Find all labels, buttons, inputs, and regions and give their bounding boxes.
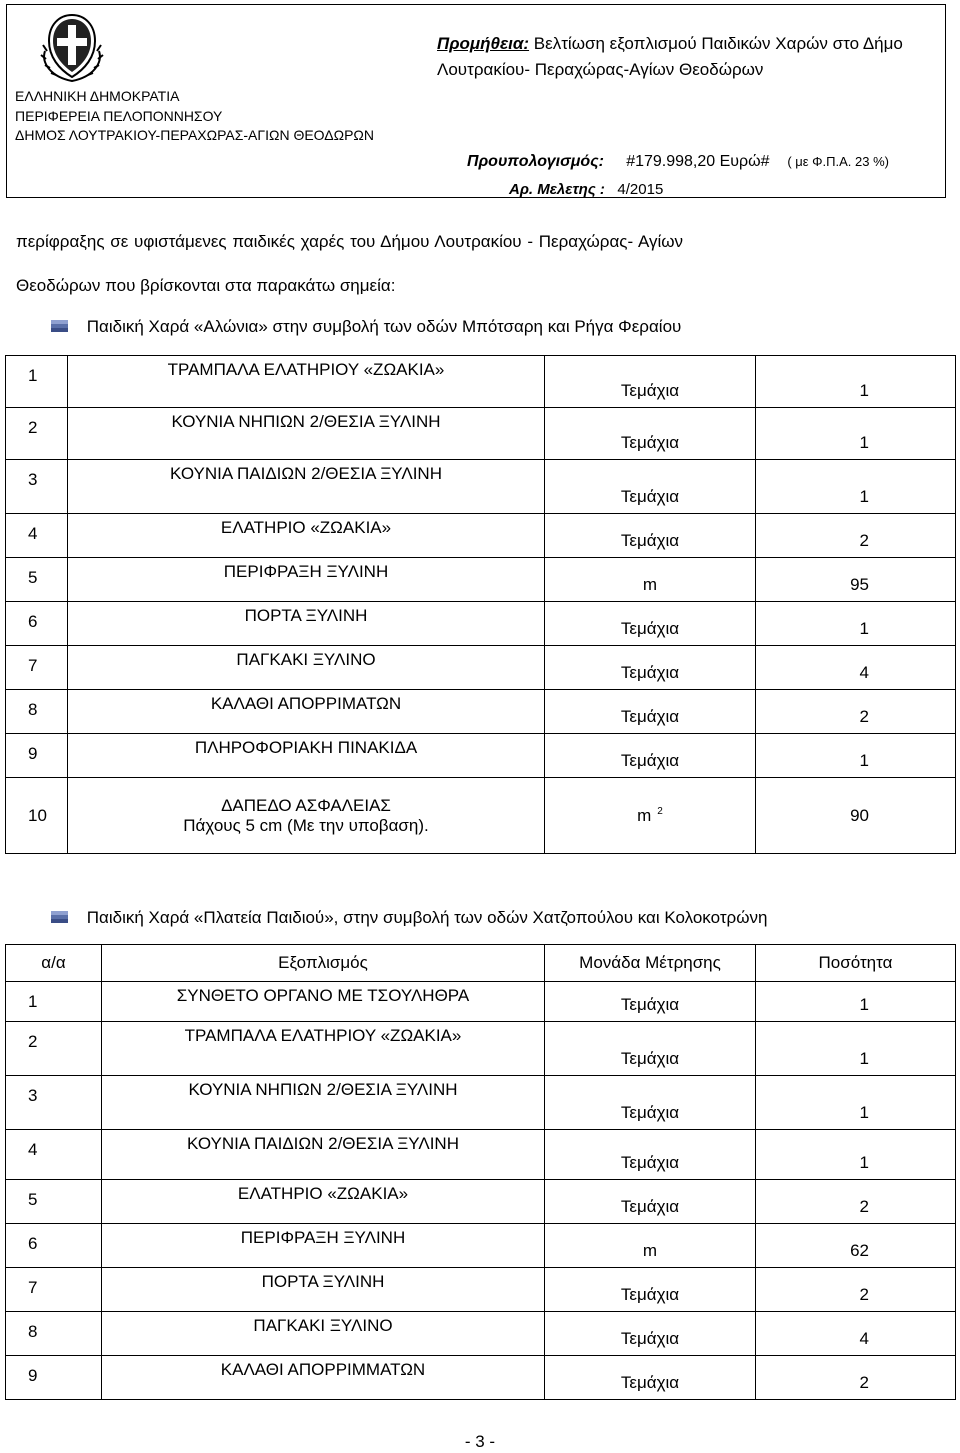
item-description — [68, 778, 545, 854]
item-quantity: 4 — [756, 1312, 956, 1356]
item-description: ΕΛΑΤΗΡΙΟ «ΖΩΑΚΙΑ» — [102, 1180, 545, 1224]
table-row — [6, 514, 956, 558]
table-row — [6, 982, 956, 1022]
section1-title-text: Παιδική Χαρά «Αλώνια» στην συμβολή των οδών Μπότσαρη και Ρήγα Φεραίου — [86, 317, 682, 336]
table-row — [6, 1130, 956, 1180]
item-number: 8 — [6, 1312, 102, 1356]
item-description: ΕΛΑΤΗΡΙΟ «ΖΩΑΚΙΑ» — [68, 514, 545, 558]
table-row — [6, 1224, 956, 1268]
item-number: 9 — [6, 1356, 102, 1400]
item-unit: Τεμάχια — [545, 1022, 756, 1076]
org-line-3: ΔΗΜΟΣ ΛΟΥΤΡΑΚΙΟΥ-ΠΕΡΑΧΩΡΑΣ-ΑΓΙΩΝ ΘΕΟΔΩΡΩΝ — [15, 127, 375, 143]
study-value: 4/2015 — [617, 181, 664, 198]
table-row — [6, 408, 956, 460]
item-description: ΠΕΡΙΦΡΑΞΗ ΞΥΛΙΝΗ — [68, 558, 545, 602]
section2-title-text: Παιδική Χαρά «Πλατεία Παιδιού», στην συμβολή των οδών Χατζοπούλου και Κολοκοτρώνη — [86, 908, 768, 927]
table-row — [6, 1022, 956, 1076]
item-number: 6 — [6, 602, 68, 646]
table-row — [6, 1356, 956, 1400]
section1-title — [50, 317, 681, 337]
item-number: 2 — [6, 408, 68, 460]
item-description: ΠΟΡΤΑ ΞΥΛΙΝΗ — [102, 1268, 545, 1312]
budget-note: ( με Φ.Π.Α. 23 %) — [787, 154, 889, 169]
item-number: 2 — [6, 1022, 102, 1076]
item-quantity: 1 — [756, 734, 956, 778]
item-number: 3 — [6, 1076, 102, 1130]
table-row — [6, 558, 956, 602]
item-quantity: 2 — [756, 1180, 956, 1224]
table-row — [6, 1076, 956, 1130]
section2-table — [5, 944, 956, 1400]
procurement-title — [437, 31, 937, 83]
item-unit: Τεμάχια — [545, 1312, 756, 1356]
item-unit: Τεμάχια — [545, 1180, 756, 1224]
header-equipment: Εξοπλισμός — [102, 945, 545, 982]
table-row — [6, 646, 956, 690]
procurement-label: Προμήθεια: — [437, 34, 530, 53]
item-unit: Τεμάχια — [545, 734, 756, 778]
item-quantity: 2 — [756, 690, 956, 734]
budget-line — [467, 153, 889, 171]
item-number: 6 — [6, 1224, 102, 1268]
procurement-text: Βελτίωση εξοπλισμού Παιδικών Χαρών στο Δήμο Λουτρακίου- Περαχώρας-Αγίων Θεοδώρων — [437, 34, 903, 79]
item-quantity: 1 — [756, 408, 956, 460]
item-unit: Τεμάχια — [545, 690, 756, 734]
item-quantity: 62 — [756, 1224, 956, 1268]
item-quantity: 1 — [756, 982, 956, 1022]
item-unit: Τεμάχια — [545, 514, 756, 558]
item-unit: Τεμάχια — [545, 460, 756, 514]
item-description: ΠΑΓΚΑΚΙ ΞΥΛΙΝΟ — [68, 646, 545, 690]
item-unit: Τεμάχια — [545, 1268, 756, 1312]
organization-lines — [15, 87, 374, 146]
unit-symbol: m — [637, 805, 652, 825]
section1-table — [5, 355, 956, 854]
table-row — [6, 356, 956, 408]
item-number: 4 — [6, 1130, 102, 1180]
item-description: ΚΟΥΝΙΑ ΠΑΙΔΙΩΝ 2/ΘΕΣΙΑ ΞΥΛΙΝΗ — [102, 1130, 545, 1180]
table-row — [6, 778, 956, 854]
table-row — [6, 1312, 956, 1356]
table-row — [6, 602, 956, 646]
item-unit: Τεμάχια — [545, 356, 756, 408]
item-unit: Τεμάχια — [545, 1130, 756, 1180]
intro-line-1: περίφραξης σε υφιστάμενες παιδικές χαρές του Δήμου Λουτρακίου - Περαχώρας- Αγίων — [16, 232, 684, 251]
item-description: ΠΕΡΙΦΡΑΞΗ ΞΥΛΙΝΗ — [102, 1224, 545, 1268]
item-description: ΚΟΥΝΙΑ ΝΗΠΙΩΝ 2/ΘΕΣΙΑ ΞΥΛΙΝΗ — [102, 1076, 545, 1130]
item-unit: Τεμάχια — [545, 646, 756, 690]
table-row — [6, 1268, 956, 1312]
section2-table-body — [6, 982, 956, 1400]
table-row — [6, 1180, 956, 1224]
item-quantity: 1 — [756, 1076, 956, 1130]
item-unit: m — [545, 558, 756, 602]
section2-title — [50, 908, 767, 928]
item-number: 1 — [6, 356, 68, 408]
item-quantity: 1 — [756, 602, 956, 646]
study-number-line — [509, 181, 663, 198]
item-description: ΤΡΑΜΠΑΛΑ ΕΛΑΤΗΡΙΟΥ «ΖΩΑΚΙΑ» — [102, 1022, 545, 1076]
item-quantity: 2 — [756, 514, 956, 558]
item-quantity: 2 — [756, 1268, 956, 1312]
header-box — [6, 4, 946, 198]
item-quantity: 4 — [756, 646, 956, 690]
org-line-2: ΠΕΡΙΦΕΡΕΙΑ ΠΕΛΟΠΟΝΝΗΣΟΥ — [15, 107, 223, 124]
item-quantity: 95 — [756, 558, 956, 602]
item-unit: Τεμάχια — [545, 982, 756, 1022]
item-quantity: 1 — [756, 460, 956, 514]
item-quantity: 1 — [756, 1130, 956, 1180]
table-row — [6, 690, 956, 734]
header-quantity: Ποσότητα — [756, 945, 956, 982]
item-description: ΚΟΥΝΙΑ ΝΗΠΙΩΝ 2/ΘΕΣΙΑ ΞΥΛΙΝΗ — [68, 408, 545, 460]
item-description: ΚΑΛΑΘΙ ΑΠΟΡΡΙΜΜΑΤΩΝ — [102, 1356, 545, 1400]
study-label: Αρ. Μελετης : — [509, 181, 605, 198]
greek-emblem-icon — [37, 11, 107, 83]
item-description: ΠΟΡΤΑ ΞΥΛΙΝΗ — [68, 602, 545, 646]
item-quantity: 1 — [756, 356, 956, 408]
item-number: 5 — [6, 558, 68, 602]
item-number: 4 — [6, 514, 68, 558]
item-number: 9 — [6, 734, 68, 778]
item-unit: Τεμάχια — [545, 602, 756, 646]
header-number: α/α — [6, 945, 102, 982]
item-description: ΚΟΥΝΙΑ ΠΑΙΔΙΩΝ 2/ΘΕΣΙΑ ΞΥΛΙΝΗ — [68, 460, 545, 514]
item-unit: Τεμάχια — [545, 1076, 756, 1130]
item-description: ΠΑΓΚΑΚΙ ΞΥΛΙΝΟ — [102, 1312, 545, 1356]
page-number: - 3 - — [464, 1432, 496, 1451]
table-row — [6, 460, 956, 514]
item-unit: Τεμάχια — [545, 1356, 756, 1400]
item-number: 1 — [6, 982, 102, 1022]
unit-exponent: 2 — [657, 805, 663, 817]
org-line-1: ΕΛΛΗΝΙΚΗ ΔΗΜΟΚΡΑΤΙΑ — [15, 88, 180, 104]
intro-line-2: Θεοδώρων που βρίσκονται στα παρακάτω σημεία: — [16, 276, 396, 295]
section1-table-body — [6, 356, 956, 854]
table-row — [6, 734, 956, 778]
table-header-row — [6, 945, 956, 982]
item-number: 3 — [6, 460, 68, 514]
item-number: 7 — [6, 646, 68, 690]
item-unit: m — [545, 1224, 756, 1268]
item-description: ΚΑΛΑΘΙ ΑΠΟΡΡΙΜΑΤΩΝ — [68, 690, 545, 734]
item-number: 10 — [6, 778, 68, 854]
item-quantity: 90 — [756, 778, 956, 854]
item-unit — [545, 778, 756, 854]
item-unit: Τεμάχια — [545, 408, 756, 460]
item-quantity: 2 — [756, 1356, 956, 1400]
item-number: 7 — [6, 1268, 102, 1312]
bullet-icon — [50, 318, 70, 334]
item-description: ΠΛΗΡΟΦΟΡΙΑΚΗ ΠΙΝΑΚΙΔΑ — [68, 734, 545, 778]
item-quantity: 1 — [756, 1022, 956, 1076]
item-number: 5 — [6, 1180, 102, 1224]
item-description: ΤΡΑΜΠΑΛΑ ΕΛΑΤΗΡΙΟΥ «ΖΩΑΚΙΑ» — [68, 356, 545, 408]
header-unit: Μονάδα Μέτρησης — [545, 945, 756, 982]
item-description-line-2: Πάχους 5 cm (Με την υποβαση). — [183, 815, 429, 835]
budget-value: #179.998,20 Ευρώ# — [626, 153, 770, 170]
item-description: ΣΥΝΘΕΤΟ ΟΡΓΑΝΟ ΜΕ ΤΣΟΥΛΗΘΡΑ — [102, 982, 545, 1022]
item-description-line-1: ΔΑΠΕΔΟ ΑΣΦΑΛΕΙΑΣ — [221, 795, 391, 815]
bullet-icon — [50, 909, 70, 925]
budget-label: Προυπολογισμός: — [467, 153, 604, 170]
item-number: 8 — [6, 690, 68, 734]
